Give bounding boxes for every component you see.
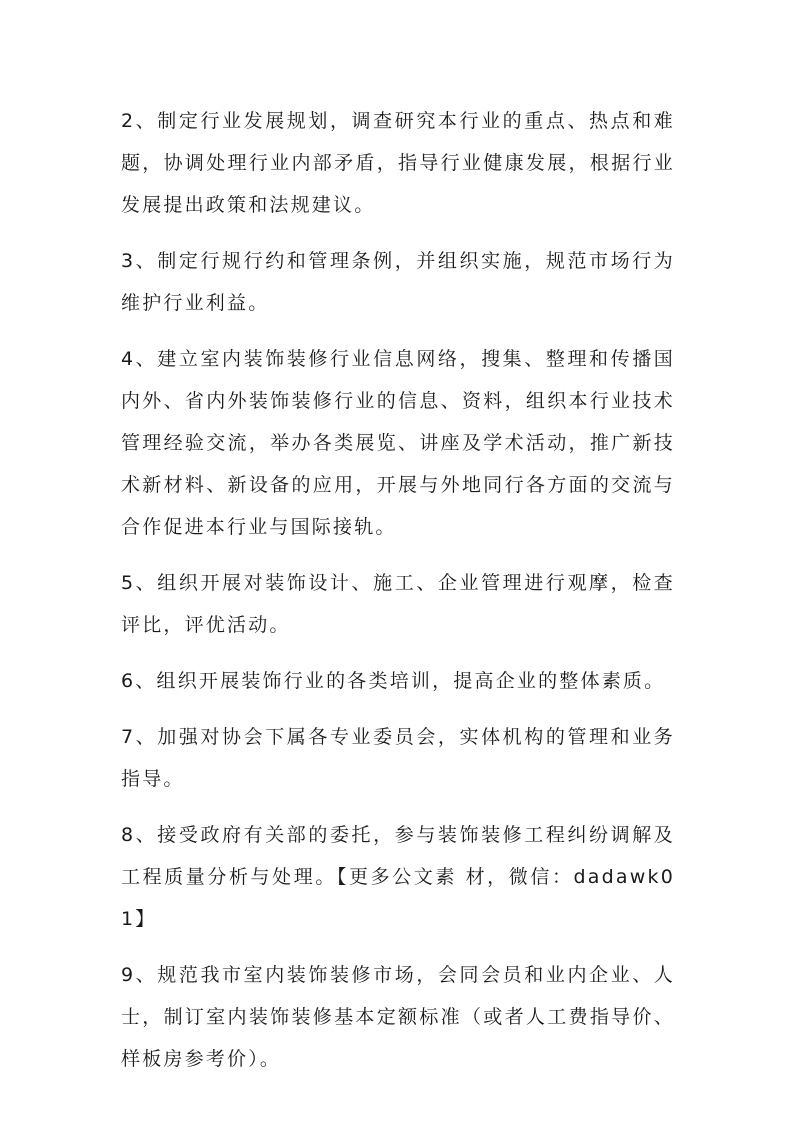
document-body: [121, 100, 675, 1094]
paragraph-item-3: 3、制定行规行约和管理条例，并组织实施，规范市场行为维护行业利益。: [121, 250, 675, 314]
paragraph-item-8: 8、接受政府有关部的委托，参与装饰装修工程纠纷调解及工程质量分析与处理。【更多公文素 材，微信：dadawk01】: [121, 824, 675, 930]
paragraph-item-7: 7、加强对协会下属各专业委员会，实体机构的管理和业务指导。: [121, 726, 675, 790]
paragraph-item-5: 5、组织开展对装饰设计、施工、企业管理进行观摩，检查评比，评优活动。: [121, 572, 675, 636]
paragraph-item-6: 6、组织开展装饰行业的各类培训，提高企业的整体素质。: [121, 670, 666, 692]
paragraph-item-4: 4、建立室内装饰装修行业信息网络，搜集、整理和传播国内外、省内外装饰装修行业的信息、资料，组织本行业技术管理经验交流，举办各类展览、讲座及学术活动，推广新技术新材料、新设备的应用，开展与外地同行各方面的交流与合作促进本行业与国际接轨。: [121, 348, 675, 538]
paragraph-item-2: 2、制定行业发展规划，调查研究本行业的重点、热点和难题，协调处理行业内部矛盾，指导行业健康发展，根据行业发展提出政策和法规建议。: [121, 110, 675, 216]
paragraph-item-9: 9、规范我市室内装饰装修市场，会同会员和业内企业、人士，制订室内装饰装修基本定额标准（或者人工费指导价、样板房参考价）。: [121, 964, 675, 1070]
